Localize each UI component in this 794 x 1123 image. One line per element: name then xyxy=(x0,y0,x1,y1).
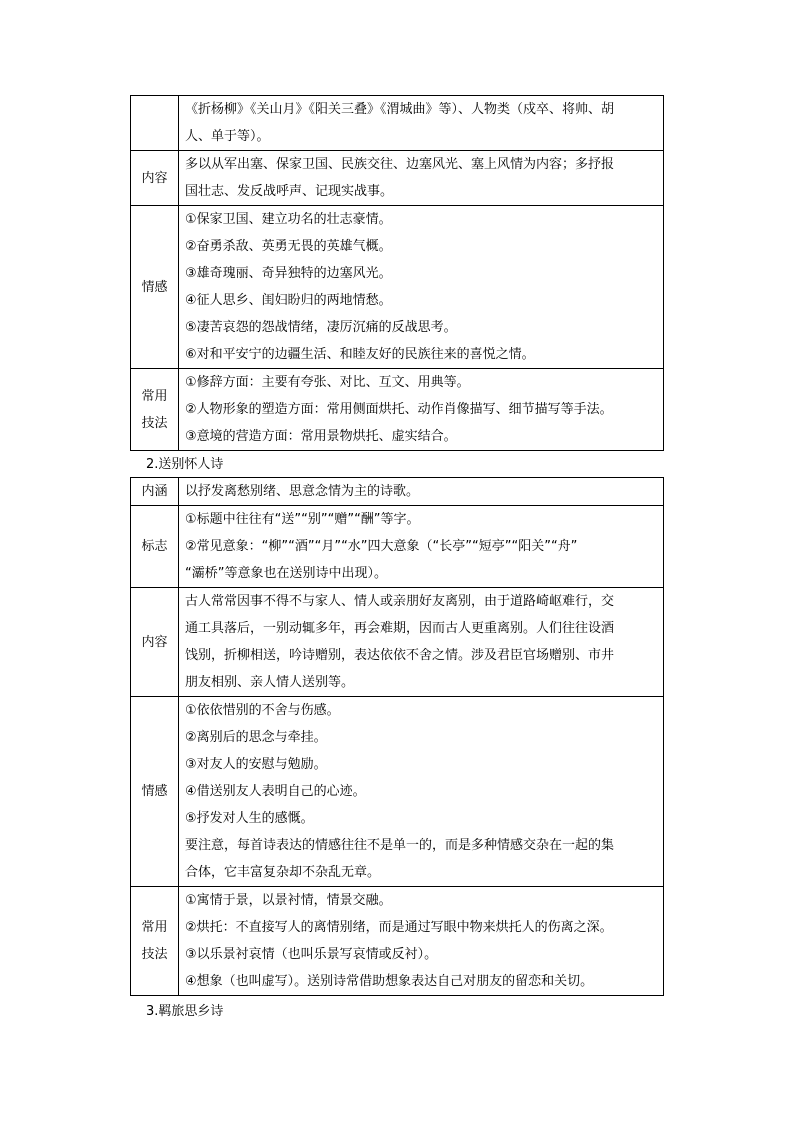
content-line: 人、单于等）。 xyxy=(185,129,270,144)
row-label-line: 常用 xyxy=(141,920,168,935)
row-content-cell xyxy=(179,151,664,206)
row-content-cell xyxy=(179,206,664,369)
row-label-cell xyxy=(131,151,179,206)
content-line: ③以乐景衬哀情（也叫乐景写哀情或反衬）。 xyxy=(185,947,438,962)
content-line: ②离别后的思念与牵挂。 xyxy=(185,730,327,745)
content-line: 饯别，折柳相送，吟诗赠别，表达依依不舍之情。涉及君臣官场赠别、市井 xyxy=(185,648,615,663)
content-line: ④想象（也叫虚写）。送别诗常借助想象表达自己对朋友的留恋和关切。 xyxy=(185,974,594,989)
table-row xyxy=(131,697,664,887)
row-content-cell xyxy=(179,887,664,996)
row-label: 情感 xyxy=(141,279,168,295)
content-line: ⑥对和平安宁的边疆生活、和睦友好的民族往来的喜悦之情。 xyxy=(185,347,535,362)
content-line: 多以从军出塞、保家卫国、民族交往、边塞风光、塞上风情为内容；多抒报 xyxy=(185,157,615,172)
row-label-cell xyxy=(131,478,179,506)
row-label-line: 常用 xyxy=(141,388,168,404)
row-content-cell xyxy=(179,697,664,887)
content-line: ③意境的营造方面：常用景物烘托、虚实结合。 xyxy=(185,429,457,444)
content-line: ⑤抒发对人生的感慨。 xyxy=(185,811,314,826)
row-label-cell xyxy=(131,369,179,451)
content-line: 古人常常因事不得不与家人、情人或亲朋好友离别，由于道路崎岖难行，交 xyxy=(185,594,615,609)
content-line: 通工具落后，一别动辄多年，再会难期，因而古人更重离别。人们往往设酒 xyxy=(185,621,615,636)
content-line: ⑤凄苦哀怨的怨战情绪，凄厉沉痛的反战思考。 xyxy=(185,320,457,335)
content-line: 以抒发离愁别绪、思意念情为主的诗歌。 xyxy=(185,484,420,499)
content-line: ④借送别友人表明自己的心迹。 xyxy=(185,784,366,799)
table-row xyxy=(131,478,664,506)
row-content-cell xyxy=(179,588,664,697)
content-line: ①保家卫国、建立功名的壮志豪情。 xyxy=(185,212,392,227)
content-line: ②奋勇杀敌、英勇无畏的英雄气概。 xyxy=(185,239,392,254)
content-line: ②人物形象的塑造方面：常用侧面烘托、动作肖像描写、细节描写等手法。 xyxy=(185,402,613,417)
content-line: 国壮志、发反战呼声、记现实战事。 xyxy=(185,184,394,199)
row-label: 内容 xyxy=(141,170,168,186)
row-label-cell xyxy=(131,96,179,151)
row-label-line: 技法 xyxy=(141,415,168,431)
table-row xyxy=(131,506,664,588)
section-title-homesick: 3.羁旅思乡诗 xyxy=(146,1004,224,1019)
content-line: ①修辞方面：主要有夸张、对比、互文、用典等。 xyxy=(185,375,470,390)
table-row xyxy=(131,588,664,697)
row-content-cell xyxy=(179,96,664,151)
content-line: ①标题中往往有“送”“别”“赠”“酬”等字。 xyxy=(185,512,420,527)
row-label-cell xyxy=(131,697,179,887)
table-row xyxy=(131,151,664,206)
table-border-poetry xyxy=(130,95,664,451)
row-content-cell xyxy=(179,506,664,588)
section-title-farewell: 2.送别怀人诗 xyxy=(146,457,224,472)
table-farewell-poetry xyxy=(130,477,664,996)
row-label-cell xyxy=(131,506,179,588)
row-label-cell xyxy=(131,887,179,996)
content-line: ③雄奇瑰丽、奇异独特的边塞风光。 xyxy=(185,266,392,281)
table-row xyxy=(131,369,664,451)
table-row xyxy=(131,206,664,369)
content-line: ②常见意象：“柳”“酒”“月”“水”四大意象（“长亭”“短亭”“阳关”“舟” xyxy=(185,539,578,554)
row-label-cell xyxy=(131,588,179,697)
row-label-cell xyxy=(131,206,179,369)
content-line: ③对友人的安慰与勉励。 xyxy=(185,757,327,772)
row-label: 内涵 xyxy=(141,484,168,499)
table-row xyxy=(131,887,664,996)
row-label: 情感 xyxy=(141,784,168,799)
content-line: 《折杨柳》《关山月》《阳关三叠》《渭城曲》等）、人物类（戍卒、将帅、胡 xyxy=(185,102,615,117)
row-content-cell xyxy=(179,369,664,451)
content-line: ①寓情于景，以景衬情，情景交融。 xyxy=(185,893,392,908)
content-line: 要注意，每首诗表达的情感往往不是单一的，而是多种情感交杂在一起的集 xyxy=(185,838,615,853)
content-line: ①依依惜别的不舍与伤感。 xyxy=(185,703,340,718)
content-line: ②烘托：不直接写人的离情别绪，而是通过写眼中物来烘托人的伤离之深。 xyxy=(185,920,613,935)
row-label-line: 技法 xyxy=(141,947,168,962)
row-label: 标志 xyxy=(141,539,168,554)
row-content-cell xyxy=(179,478,664,506)
row-label: 内容 xyxy=(141,634,168,650)
content-line: ④征人思乡、闺妇盼归的两地情愁。 xyxy=(185,293,392,308)
content-line: “灞桥”等意象也在送别诗中出现）。 xyxy=(185,566,387,581)
content-line: 朋友相别、亲人情人送别等。 xyxy=(185,675,355,690)
table-row xyxy=(131,96,664,151)
content-line: 合体，它丰富复杂却不杂乱无章。 xyxy=(185,865,381,880)
